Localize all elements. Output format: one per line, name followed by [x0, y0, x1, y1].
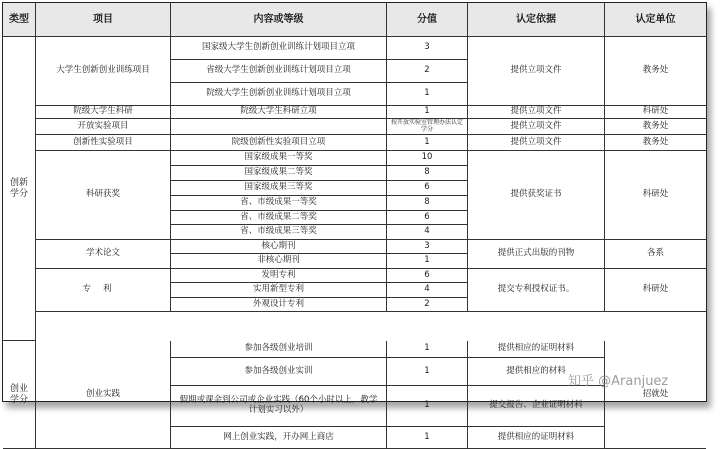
paper-content-2: 非核心期刊 [171, 254, 387, 269]
header-content: 内容或等级 [171, 3, 387, 37]
train-unit: 教务处 [605, 37, 706, 106]
train-score-2: 2 [387, 60, 468, 83]
startup-content-3: 假期或课余到公司或企业实践（60个小时以上，教学计划实习以外） [171, 386, 387, 427]
openlab-score: 按开放实验室管理办法认定学分 [387, 119, 468, 135]
award-score-5: 6 [387, 211, 468, 225]
startup-score-1: 1 [387, 341, 468, 358]
award-score-2: 8 [387, 166, 468, 181]
award-score-6: 4 [387, 225, 468, 240]
openlab-unit: 教务处 [605, 119, 706, 135]
award-content-3: 国家级成果三等奖 [171, 181, 387, 196]
patent-score-3: 2 [387, 298, 468, 312]
startup-basis-4: 提供相应的证明材料 [468, 427, 605, 449]
train-score-3: 1 [387, 83, 468, 106]
train-content-2: 省级大学生创新创业训练计划项目立项 [171, 60, 387, 83]
startup-score-2: 1 [387, 358, 468, 386]
train-content-1: 国家级大学生创新创业训练计划项目立项 [171, 37, 387, 60]
paper-score-2: 1 [387, 254, 468, 269]
startup-basis-1: 提供相应的证明材料 [468, 341, 605, 358]
paper-basis: 提供正式出版的刊物 [468, 240, 605, 269]
header-project: 项目 [36, 3, 171, 37]
startup-basis-2: 提供相应的材料 [468, 358, 605, 386]
startup-score-3: 1 [387, 386, 468, 427]
train-project: 大学生创新创业训练项目 [36, 37, 171, 106]
awards-basis: 提供获奖证书 [468, 151, 605, 240]
award-score-1: 10 [387, 151, 468, 166]
patent-score-2: 4 [387, 283, 468, 298]
section-entrepreneurship: 创业学分 [3, 341, 36, 449]
paper-content-1: 核心期刊 [171, 240, 387, 254]
award-content-6: 省、市级成果三等奖 [171, 225, 387, 240]
paper-unit: 各系 [605, 240, 706, 269]
watermark-text: 知乎 @Aranjuez [568, 374, 669, 389]
award-score-3: 6 [387, 181, 468, 196]
award-content-5: 省、市级成果二等奖 [171, 211, 387, 225]
innovlab-unit: 教务处 [605, 135, 706, 151]
startup-content-2: 参加各级创业实训 [171, 358, 387, 386]
award-score-4: 8 [387, 196, 468, 211]
patent-basis: 提交专利授权证书。 [468, 269, 605, 312]
patent-unit: 科研处 [605, 269, 706, 312]
patent-content-2: 实用新型专利 [171, 283, 387, 298]
openlab-project: 开放实验项目 [36, 119, 171, 135]
innovlab-project: 创新性实验项目 [36, 135, 171, 151]
startup-basis-3: 提交报告、企业证明材料 [468, 386, 605, 427]
research-project: 院级大学生科研 [36, 106, 171, 119]
award-content-1: 国家级成果一等奖 [171, 151, 387, 166]
innovlab-score: 1 [387, 135, 468, 151]
patent-content-1: 发明专利 [171, 269, 387, 283]
startup-unit: 招就处 [605, 341, 706, 449]
startup-content-1: 参加各级创业培训 [171, 341, 387, 358]
header-unit: 认定单位 [605, 3, 706, 37]
awards-project: 科研获奖 [36, 151, 171, 240]
patent-content-3: 外观设计专利 [171, 298, 387, 312]
openlab-content [171, 119, 387, 135]
train-content-3: 院级大学生创新创业训练计划项目立项 [171, 83, 387, 106]
header-basis: 认定依据 [468, 3, 605, 37]
openlab-basis: 提供立项文件 [468, 119, 605, 135]
patent-score-1: 6 [387, 269, 468, 283]
research-score: 1 [387, 106, 468, 119]
paper-score-1: 3 [387, 240, 468, 254]
research-basis: 提供立项文件 [468, 106, 605, 119]
header-score: 分值 [387, 3, 468, 37]
startup-project: 创业实践 [36, 341, 171, 449]
research-unit: 科研处 [605, 106, 706, 119]
award-content-4: 省、市级成果一等奖 [171, 196, 387, 211]
paper-project: 学术论文 [36, 240, 171, 269]
research-content: 院级大学生科研立项 [171, 106, 387, 119]
header-type: 类型 [3, 3, 36, 37]
innovlab-basis: 提供立项文件 [468, 135, 605, 151]
startup-content-4: 网上创业实践，开办网上商店 [171, 427, 387, 449]
startup-score-4: 1 [387, 427, 468, 449]
award-content-2: 国家级成果二等奖 [171, 166, 387, 181]
section-innovation: 创新学分 [3, 37, 36, 341]
train-basis: 提供立项文件 [468, 37, 605, 106]
credit-table-frame [2, 2, 707, 442]
innovlab-content: 院级创新性实验项目立项 [171, 135, 387, 151]
credit-table [3, 3, 706, 442]
patent-project: 专利 [36, 269, 171, 312]
train-score-1: 3 [387, 37, 468, 60]
awards-unit: 科研处 [605, 151, 706, 240]
